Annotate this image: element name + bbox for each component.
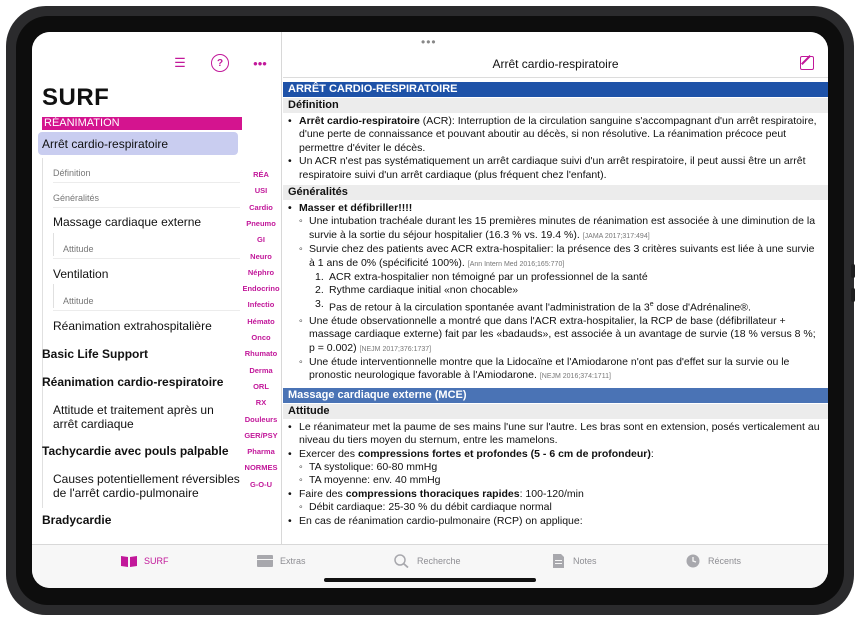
specialty-link[interactable]: USI <box>254 186 268 196</box>
sub-bullet <box>283 356 828 384</box>
specialty-link[interactable]: Derma <box>249 365 273 375</box>
divider <box>53 207 240 208</box>
toc-heading[interactable]: Tachycardie avec pouls palpable <box>42 444 229 458</box>
specialty-link[interactable]: ORL <box>253 381 269 391</box>
specialty-link[interactable]: Néphro <box>247 267 275 277</box>
toc-item-line: Causes potentiellement réversibles <box>53 472 240 486</box>
bullet-text: Une étude interventionnelle montre que la Lidocaïne et l'Amiodarone n'ont pas d'effet sur la survie ou le pronostic neurologique favorable à l'Amiodarone. <box>309 356 790 382</box>
divider <box>53 182 240 183</box>
tab-label: Récents <box>708 556 742 566</box>
toc-item[interactable]: Ventilation <box>53 267 109 281</box>
specialty-link[interactable]: Cardio <box>249 202 273 212</box>
superscript: e <box>649 300 654 308</box>
edit-note-icon[interactable] <box>800 56 814 70</box>
list-icon[interactable]: ☰ <box>174 55 186 70</box>
tab-recents[interactable] <box>684 554 741 568</box>
help-icon[interactable]: ? <box>211 54 229 72</box>
article-content <box>283 82 828 528</box>
subsection-title: Définition <box>283 98 828 113</box>
specialty-link[interactable]: Neuro <box>250 251 272 261</box>
tab-extras[interactable] <box>256 554 306 568</box>
specialty-link[interactable]: Rhumato <box>244 349 278 359</box>
toc-subitem[interactable]: Attitude <box>63 244 94 254</box>
toc-item-line: de l'arrêt cardio-pulmonaire <box>53 486 199 500</box>
section-title: ARRÊT CARDIO-RESPIRATOIRE <box>283 82 828 97</box>
specialty-link[interactable]: Pneumo <box>246 218 276 228</box>
numbered-item: 1. ACR extra-hospitalier non témoigné par un professionnel de la santé <box>315 271 648 284</box>
sub-bullet <box>283 215 828 243</box>
toc-guide <box>42 394 43 432</box>
toc-heading[interactable]: Bradycardie <box>42 513 112 527</box>
reference: [NEJM 2016;374:1711] <box>539 373 611 381</box>
specialty-link[interactable]: Douleurs <box>244 414 278 424</box>
toc-subitem[interactable]: Généralités <box>53 193 100 203</box>
section-header: RÉANIMATION <box>42 117 242 130</box>
toc-item-line: Attitude et traitement après un <box>53 403 214 417</box>
divider <box>53 258 240 259</box>
specialty-link[interactable]: NORMES <box>244 463 278 473</box>
tab-label: Notes <box>573 556 597 566</box>
item-text: Rythme cardiaque initial «non chocable» <box>329 284 519 297</box>
bullet <box>283 488 828 501</box>
detail-nav-bar <box>283 32 828 78</box>
bullet-text: : <box>650 447 654 460</box>
app-title: SURF <box>42 84 110 111</box>
specialty-link[interactable]: Hémato <box>247 316 275 326</box>
sub-bullet: ◦ TA moyenne: env. 40 mmHg <box>283 474 828 487</box>
sidebar <box>32 32 282 544</box>
toc-item[interactable] <box>53 403 214 431</box>
specialty-link[interactable]: Pharma <box>247 447 275 457</box>
tab-label: Recherche <box>417 556 461 566</box>
specialty-link[interactable]: RX <box>255 398 267 408</box>
specialty-link[interactable]: Endocrino <box>242 284 280 294</box>
specialty-link[interactable]: GI <box>257 235 265 245</box>
side-button <box>851 288 855 302</box>
subsection-title: Attitude <box>283 404 828 419</box>
specialty-link[interactable]: GER/PSY <box>244 430 278 440</box>
numbered-item: 3. Pas de retour à la circulation spontanée avant l'administration de la 3e dose d'Adrénaline®. <box>315 297 751 314</box>
sidebar-toolbar <box>171 54 269 72</box>
more-icon[interactable]: ••• <box>253 55 267 71</box>
item-text: dose d'Adrénaline®. <box>653 301 751 314</box>
bullet <box>283 421 828 448</box>
tab-notes[interactable] <box>549 554 597 568</box>
section-title: Massage cardiaque externe (MCE) <box>283 388 828 403</box>
bullet: • Masser et défibriller!!!! <box>283 202 828 215</box>
reference: [JAMA 2017;317:494] <box>582 232 650 240</box>
specialty-link[interactable]: RÉA <box>253 170 269 179</box>
bullet-text: Survie chez des patients avec ACR extra-hospitalier: la présence des 3 critères suivants est liée à une survie à 1 ans de 0% (spécificité 100%). <box>309 243 815 269</box>
toc-item[interactable]: Massage cardiaque externe <box>53 215 202 229</box>
bullet-text: Le réanimateur met la paume de ses mains l'une sur l'autre. Les bras sont en extension, posés verticalement au niveau du tiers moyen du sternum, entre les mamelons. <box>299 420 820 447</box>
toc-item[interactable]: Réanimation extrahospitalière <box>53 319 212 333</box>
tray-icon <box>256 554 274 568</box>
toc-guide <box>53 284 54 308</box>
bullet-bold: Arrêt cardio-respiratoire <box>299 115 420 127</box>
specialty-link[interactable]: Infectio <box>247 300 275 310</box>
clock-icon <box>684 554 702 568</box>
sub-bullet: ◦ Débit cardiaque: 25-30 % du débit cardiaque normal <box>283 501 828 514</box>
item-text: ACR extra-hospitalier non témoigné par un professionnel de la santé <box>329 271 648 284</box>
specialty-link[interactable]: Onco <box>251 333 271 342</box>
reference: [Ann Intern Med 2016;165:770] <box>467 260 565 268</box>
bullet-bold: compressions fortes et profondes (5 - 6 cm de profondeur) <box>357 447 651 460</box>
toc-guide <box>53 233 54 256</box>
side-button <box>851 264 855 278</box>
search-icon <box>393 554 411 568</box>
bullet <box>283 115 828 155</box>
tab-recherche[interactable] <box>393 554 461 568</box>
sub-bullet <box>283 243 828 271</box>
bullet-text: (ACR): Interruption de la circulation sanguine s'accompagnant d'un arrêt respiratoire, d'une perte de connaissance et pouvant aboutir au décès, si non résolutive. La réanimation précoce peut permettre d'éviter le décès. <box>299 115 817 154</box>
subsection-title: Généralités <box>283 185 828 200</box>
sub-bullet: ◦ TA systolique: 60-80 mmHg <box>283 461 828 474</box>
toc-item-line: arrêt cardiaque <box>53 417 134 431</box>
toc-item[interactable] <box>53 472 240 500</box>
tab-label: Extras <box>280 556 306 566</box>
multitask-dots-icon[interactable]: ••• <box>421 35 437 49</box>
toc-subitem[interactable]: Attitude <box>63 296 94 306</box>
item-text: Pas de retour à la circulation spontanée avant l'administration de la 3 <box>329 301 650 314</box>
bullet <box>283 448 828 461</box>
detail-pane <box>283 32 828 544</box>
detail-title: Arrêt cardio-respiratoire <box>492 57 619 71</box>
specialty-link[interactable]: G-O-U <box>249 479 273 489</box>
reference: [NEJM 2017;376:1737] <box>359 345 432 353</box>
tab-label: SURF <box>144 556 169 566</box>
toc-item[interactable]: Arrêt cardio-respiratoire <box>42 137 169 151</box>
numbered-item: 2. Rythme cardiaque initial «non chocable» <box>315 284 519 297</box>
home-indicator[interactable] <box>324 578 536 582</box>
bullet: • En cas de réanimation cardio-pulmonaire (RCP) on applique: <box>283 515 828 528</box>
bullet-text: Une intubation trachéale durant les 15 premières minutes de réanimation est associée à une diminution de la survie à la sortie du séjour hospitalier (16.3 % vs. 19.4 %). <box>309 215 816 241</box>
toc-heading[interactable]: Réanimation cardio-respiratoire <box>42 375 224 389</box>
toc-guide <box>42 463 43 501</box>
bullet-bold: compressions thoraciques rapides <box>345 487 520 500</box>
bullet-text: : 100-120/min <box>519 487 584 500</box>
bullet-text: Faire des <box>299 487 346 500</box>
screen <box>32 32 828 588</box>
bullet <box>283 155 828 182</box>
sub-bullet <box>283 315 828 356</box>
book-icon <box>120 554 138 568</box>
bullet-text: Une étude observationnelle a montré que dans l'ACR extra-hospitalier, la RCP de base (défibrillateur + massage cardiaque externe) fait par les «badauds», est associée à un avantage de survie (18 % versus 8 %; p = 0.002) <box>309 314 816 354</box>
toc-subitem[interactable]: Définition <box>53 168 91 178</box>
toc-heading[interactable]: Basic Life Support <box>42 347 149 361</box>
bullet-text: Un ACR n'est pas systématiquement un arrêt cardiaque suivi d'un arrêt respiratoire, il peut aussi être un arrêt respiratoire suivi d'un arrêt cardiaque (plus fréquent chez l'enfant). <box>299 155 806 181</box>
divider <box>53 310 240 311</box>
bullet-text: Exercer des <box>299 447 358 460</box>
note-icon <box>549 554 567 568</box>
tab-surf[interactable] <box>120 554 169 568</box>
